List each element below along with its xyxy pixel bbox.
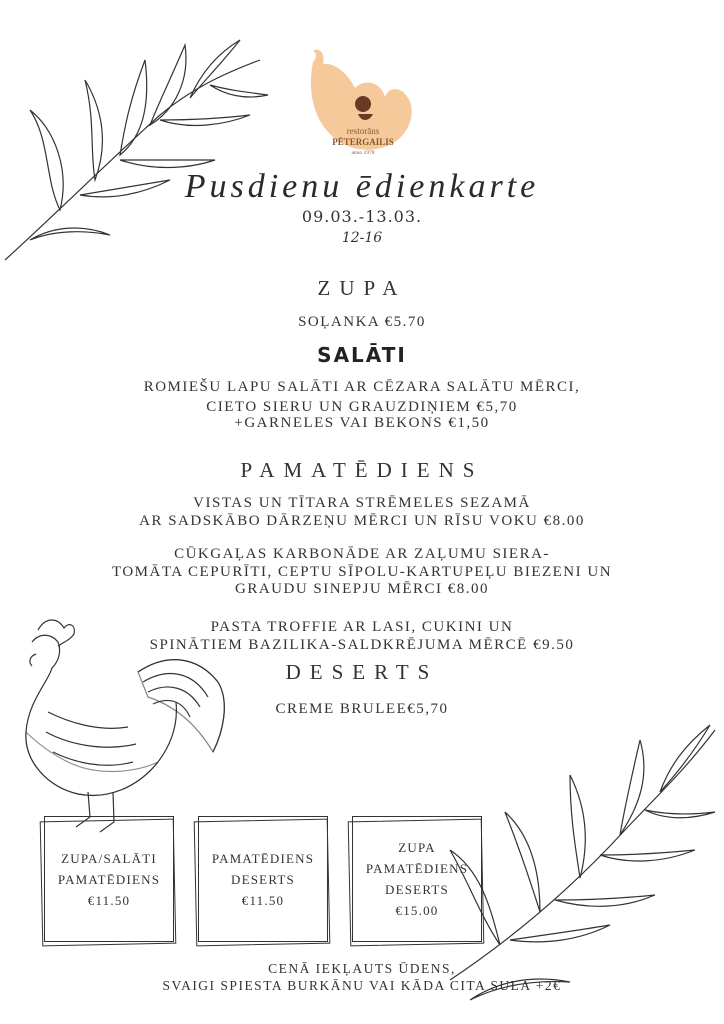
main-dish-line: TOMĀTA CEPURĪTI, CEPTU SĪPOLU-KARTUPEĻU BIEZENI UN bbox=[111, 564, 613, 580]
combo-box bbox=[198, 816, 328, 942]
section-title-salads: SALĀTI bbox=[317, 343, 407, 367]
combo-line: PAMATĒDIENS bbox=[365, 861, 469, 876]
main-dish-line: CŪKGAĻAS KARBONĀDE AR ZAĻUMU SIERA- bbox=[174, 546, 550, 562]
main-dish-line: PASTA TROFFIE AR LASI, CUKINI UN bbox=[210, 619, 514, 635]
menu-item-soup: SOĻANKA €5.70 bbox=[298, 314, 426, 330]
combo-price: €15.00 bbox=[395, 903, 439, 918]
restaurant-logo bbox=[303, 42, 423, 160]
combo-price: €11.50 bbox=[241, 892, 285, 908]
combo-line: DESERTS bbox=[231, 871, 295, 887]
menu-dates: 09.03.-13.03. bbox=[301, 207, 423, 226]
menu-item-dessert: CREME BRULEE€5,70 bbox=[275, 701, 449, 717]
combo-line: PAMATĒDIENS bbox=[211, 850, 315, 866]
combo-line: PAMATĒDIENS bbox=[57, 871, 161, 887]
salad-line: CIETO SIERU UN GRAUZDIŅIEM €5,70 bbox=[206, 399, 518, 415]
main-dish-line: VISTAS UN TĪTARA STRĒMELES SEZAMĀ bbox=[193, 495, 531, 511]
combo-line: DESERTS bbox=[385, 882, 449, 897]
section-title-soup: ZUPA bbox=[317, 276, 407, 300]
logo-subtitle: restorāns bbox=[346, 126, 380, 136]
main-dish-line: GRAUDU SINEPJU MĒRCI €8.00 bbox=[234, 581, 490, 597]
combo-box bbox=[352, 816, 482, 942]
logo-since: anno 1978 bbox=[351, 150, 375, 156]
main-dish-line: SPINĀTIEM BAZILIKA-SALDKRĒJUMA MĒRCĒ €9.50 bbox=[149, 637, 575, 653]
section-title-mains: PAMATĒDIENS bbox=[240, 458, 484, 482]
menu-title: Pusdienu ēdienkarte bbox=[184, 168, 540, 205]
footer-note bbox=[0, 960, 724, 994]
salad-line: ROMIEŠU LAPU SALĀTI AR CĒZARA SALĀTU MĒRCI, bbox=[143, 379, 581, 395]
section-title-desserts: DESERTS bbox=[285, 660, 439, 684]
logo-name: PĒTERGAILIS bbox=[332, 137, 394, 147]
main-dish-line: AR SADSKĀBO DĀRZEŅU MĒRCI UN RĪSU VOKU €8.00 bbox=[139, 513, 585, 529]
salad-line: +GARNELES VAI BEKONS €1,50 bbox=[234, 415, 490, 431]
footer-line: SVAIGI SPIESTA BURKĀNU VAI KĀDA CITA SULA +2€ bbox=[162, 978, 562, 993]
footer-line: CENĀ IEKĻAUTS ŪDENS, bbox=[268, 961, 456, 976]
combo-line: ZUPA/SALĀTI bbox=[61, 850, 157, 866]
combo-box bbox=[44, 816, 174, 942]
menu-hours: 12-16 bbox=[341, 230, 383, 246]
combo-price: €11.50 bbox=[87, 892, 131, 908]
combo-line: ZUPA bbox=[398, 840, 436, 855]
